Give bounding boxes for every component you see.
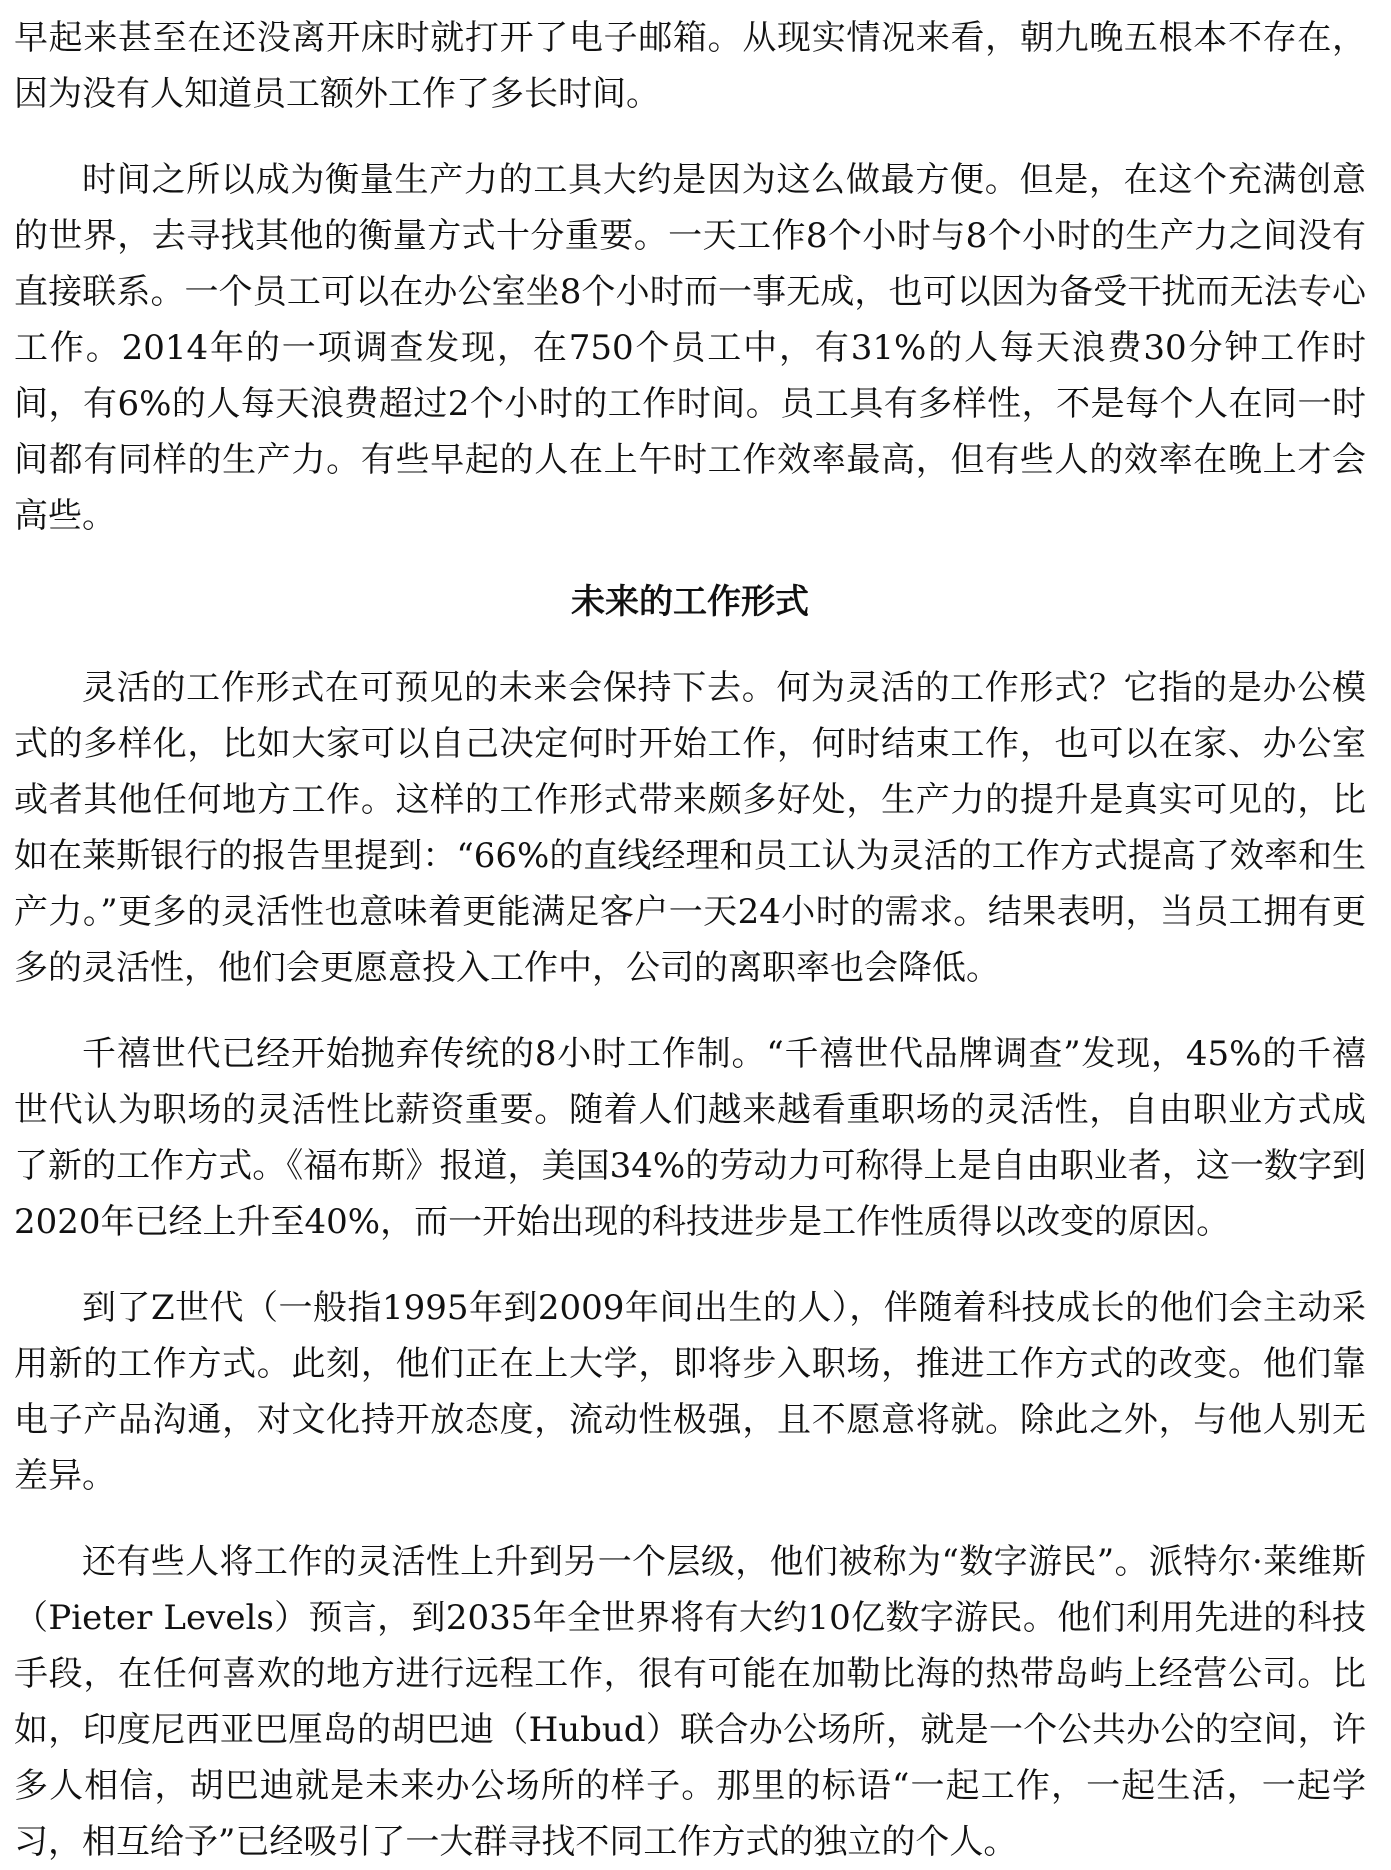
paragraph-time-measurement: 时间之所以成为衡量生产力的工具大约是因为这么做最方便。但是，在这个充满创意的世界，去寻找其他的衡量方式十分重要。一天工作8个小时与8个小时的生产力之间没有直接联系。一个员工可以在办公室坐8个小时而一事无成，也可以因为备受干扰而无法专心工作。2014年的一项调查发现，在750个员工中，有31%的人每天浪费30分钟工作时间，有6%的人每天浪费超过2个小时的工作时间。员工具有多样性，不是每个人在同一时间都有同样的生产力。有些早起的人在上午时工作效率最高，但有些人的效率在晚上才会高些。	[14, 160, 1366, 536]
paragraph-gap	[14, 544, 1366, 574]
section-heading: 未来的工作形式	[571, 582, 809, 622]
paragraph-continued: 早起来甚至在还没离开床时就打开了电子邮箱。从现实情况来看，朝九晚五根本不存在，因为没有人知道员工额外工作了多长时间。	[14, 18, 1366, 114]
paragraph-gap	[14, 630, 1366, 660]
paragraph-millennials: 千禧世代已经开始抛弃传统的8小时工作制。“千禧世代品牌调查”发现，45%的千禧世代认为职场的灵活性比薪资重要。随着人们越来越看重职场的灵活性，自由职业方式成了新的工作方式。《福布斯》报道，美国34%的劳动力可称得上是自由职业者，这一数字到2020年已经上升至40%，而一开始出现的科技进步是工作性质得以改变的原因。	[14, 1034, 1366, 1242]
document-page	[14, 10, 1366, 1870]
paragraph-gap	[14, 1250, 1366, 1280]
paragraph-gap	[14, 996, 1366, 1026]
paragraph-generation-z: 到了Z世代（一般指1995年到2009年间出生的人），伴随着科技成长的他们会主动采用新的工作方式。此刻，他们正在上大学，即将步入职场，推进工作方式的改变。他们靠电子产品沟通，对文化持开放态度，流动性极强，且不愿意将就。除此之外，与他人别无差异。	[14, 1288, 1366, 1496]
paragraph-flexible-work: 灵活的工作形式在可预见的未来会保持下去。何为灵活的工作形式？它指的是办公模式的多样化，比如大家可以自己决定何时开始工作，何时结束工作，也可以在家、办公室或者其他任何地方工作。这样的工作形式带来颇多好处，生产力的提升是真实可见的，比如在莱斯银行的报告里提到：“66%的直线经理和员工认为灵活的工作方式提高了效率和生产力。”更多的灵活性也意味着更能满足客户一天24小时的需求。结果表明，当员工拥有更多的灵活性，他们会更愿意投入工作中，公司的离职率也会降低。	[14, 668, 1366, 988]
paragraph-digital-nomads: 还有些人将工作的灵活性上升到另一个层级，他们被称为“数字游民”。派特尔·莱维斯（Pieter Levels）预言，到2035年全世界将有大约10亿数字游民。他们利用先进的科技手段，在任何喜欢的地方进行远程工作，很有可能在加勒比海的热带岛屿上经营公司。比如，印度尼西亚巴厘岛的胡巴迪（Hubud）联合办公场所，就是一个公共办公的空间，许多人相信，胡巴迪就是未来办公场所的样子。那里的标语“一起工作，一起生活，一起学习，相互给予”已经吸引了一大群寻找不同工作方式的独立的个人。	[14, 1542, 1366, 1862]
paragraph-gap	[14, 122, 1366, 152]
paragraph-gap	[14, 1504, 1366, 1534]
